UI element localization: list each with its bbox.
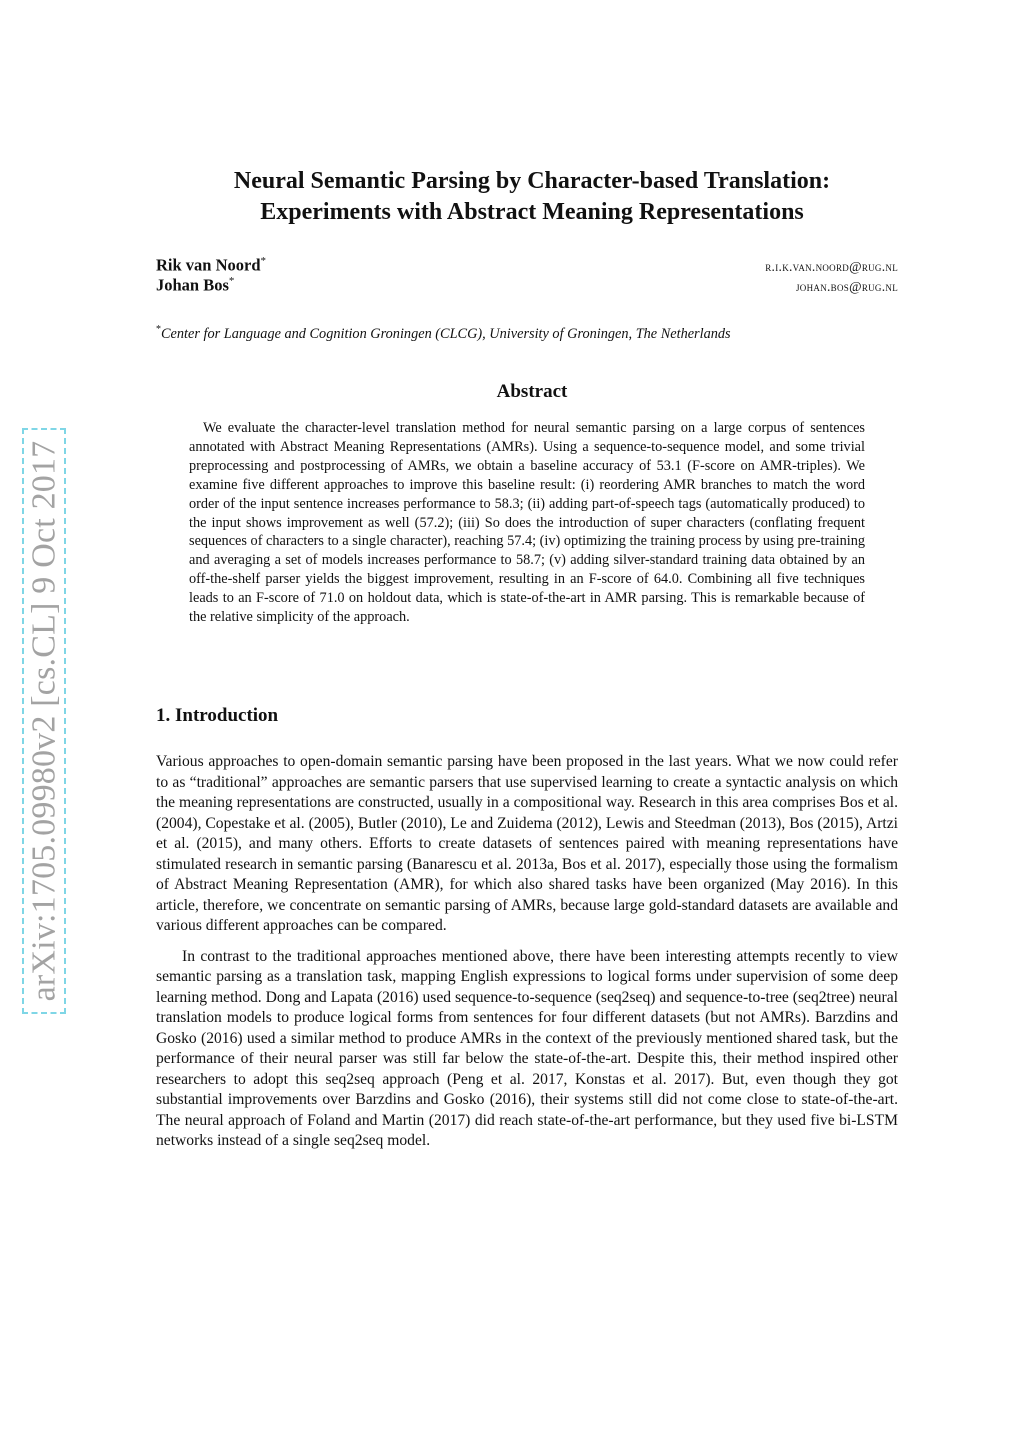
author-name: Rik van Noord*	[156, 255, 267, 275]
affiliation-mark: *	[260, 255, 267, 267]
affiliation-mark: *	[156, 324, 161, 335]
author-email[interactable]: johan.bos@rug.nl	[796, 278, 898, 294]
author-name: Johan Bos*	[156, 275, 235, 295]
title-line-1: Neural Semantic Parsing by Character-based Translation:	[233, 168, 831, 194]
section-heading-introduction: 1. Introduction	[156, 705, 279, 726]
author-row	[156, 275, 898, 295]
paragraph: In contrast to the traditional approaches mentioned above, there have been interesting attempts recently to view semantic parsing as a translation task, mapping English expressions to logical forms under supervision of some deep learning method. Dong and Lapata (2016) used sequence-to-sequence (seq2seq) and sequence-to-tree (seq2tree) neural translation models to produce logical forms from sentences for four different datasets (but not AMRs). Barzdins and Gosko (2016) used a similar method to produce AMRs in the context of the previously mentioned shared task, but the performance of their neural parser was still far below the state-of-the-art. Despite this, their method inspired other researchers to adopt this seq2seq approach (Peng et al. 2017, Konstas et al. 2017). But, even though they got substantial improvements over Barzdins and Gosko (2016), their systems still did not come close to state-of-the-art. The neural approach of Foland and Martin (2017) did reach state-of-the-art performance, but they used five bi-LSTM networks instead of a single seq2seq model.	[156, 947, 898, 1149]
arxiv-id: arXiv:1705.09980v2 [cs.CL] 9 Oct 2017	[25, 440, 63, 1002]
arxiv-stamp	[22, 428, 66, 1014]
author-email[interactable]: r.i.k.van.noord@rug.nl	[765, 258, 898, 274]
abstract-text: We evaluate the character-level translation method for neural semantic parsing on a large corpus of sentences annotated with Abstract Meaning Representations (AMRs). Using a sequence-to-sequence model, and some trivial preprocessing and postprocessing of AMRs, we obtain a baseline accuracy of 53.1 (F-score on AMR-triples). We examine five different approaches to improve this baseline result: (i) reordering AMR branches to match the word order of the input sentence increases performance to 58.3; (ii) adding part-of-speech tags (automatically produced) to the input shows improvement as well (57.2); (iii) So does the introduction of super characters (conflating frequent sequences of characters to a single character), reaching 57.4; (iv) optimizing the training process by using pre-training and averaging a set of models increases performance to 58.7; (v) adding silver-standard training data obtained by an off-the-shelf parser yields the biggest improvement, resulting in an F-score of 64.0. Combining all five techniques leads to an F-score of 71.0 on holdout data, which is state-of-the-art in AMR parsing. This is remarkable because of the relative simplicity of the approach.	[189, 420, 865, 626]
title-line-2: Experiments with Abstract Meaning Representations	[260, 199, 804, 225]
paragraph: Various approaches to open-domain semantic parsing have been proposed in the last years. What we now could refer to as “traditional” approaches are semantic parsers that use supervised learning to create a syntactic analysis on which the meaning representations are constructed, usually in a compositional way. Research in this area comprises Bos et al. (2004), Copestake et al. (2005), Butler (2010), Le and Zuidema (2012), Lewis and Steedman (2013), Bos (2015), Artzi et al. (2015), and many others. Efforts to create datasets of sentences paired with meaning representations have stimulated research in semantic parsing (Banarescu et al. 2013a, Bos et al. 2017), especially those using the formalism of Abstract Meaning Representation (AMR), for which also shared tasks have been organized (May 2016). In this article, therefore, we concentrate on semantic parsing of AMRs, because large gold-standard datasets are available and various different approaches can be compared.	[156, 753, 898, 934]
abstract-heading: Abstract	[496, 381, 568, 402]
paper-title	[150, 166, 914, 228]
author-block	[156, 255, 898, 295]
introduction-body	[156, 752, 898, 1152]
author-row	[156, 255, 898, 275]
affiliation-mark: *	[228, 275, 235, 287]
affiliation	[156, 324, 898, 343]
affiliation-text: Center for Language and Cognition Groningen (CLCG), University of Groningen, The Netherlands	[161, 325, 731, 342]
